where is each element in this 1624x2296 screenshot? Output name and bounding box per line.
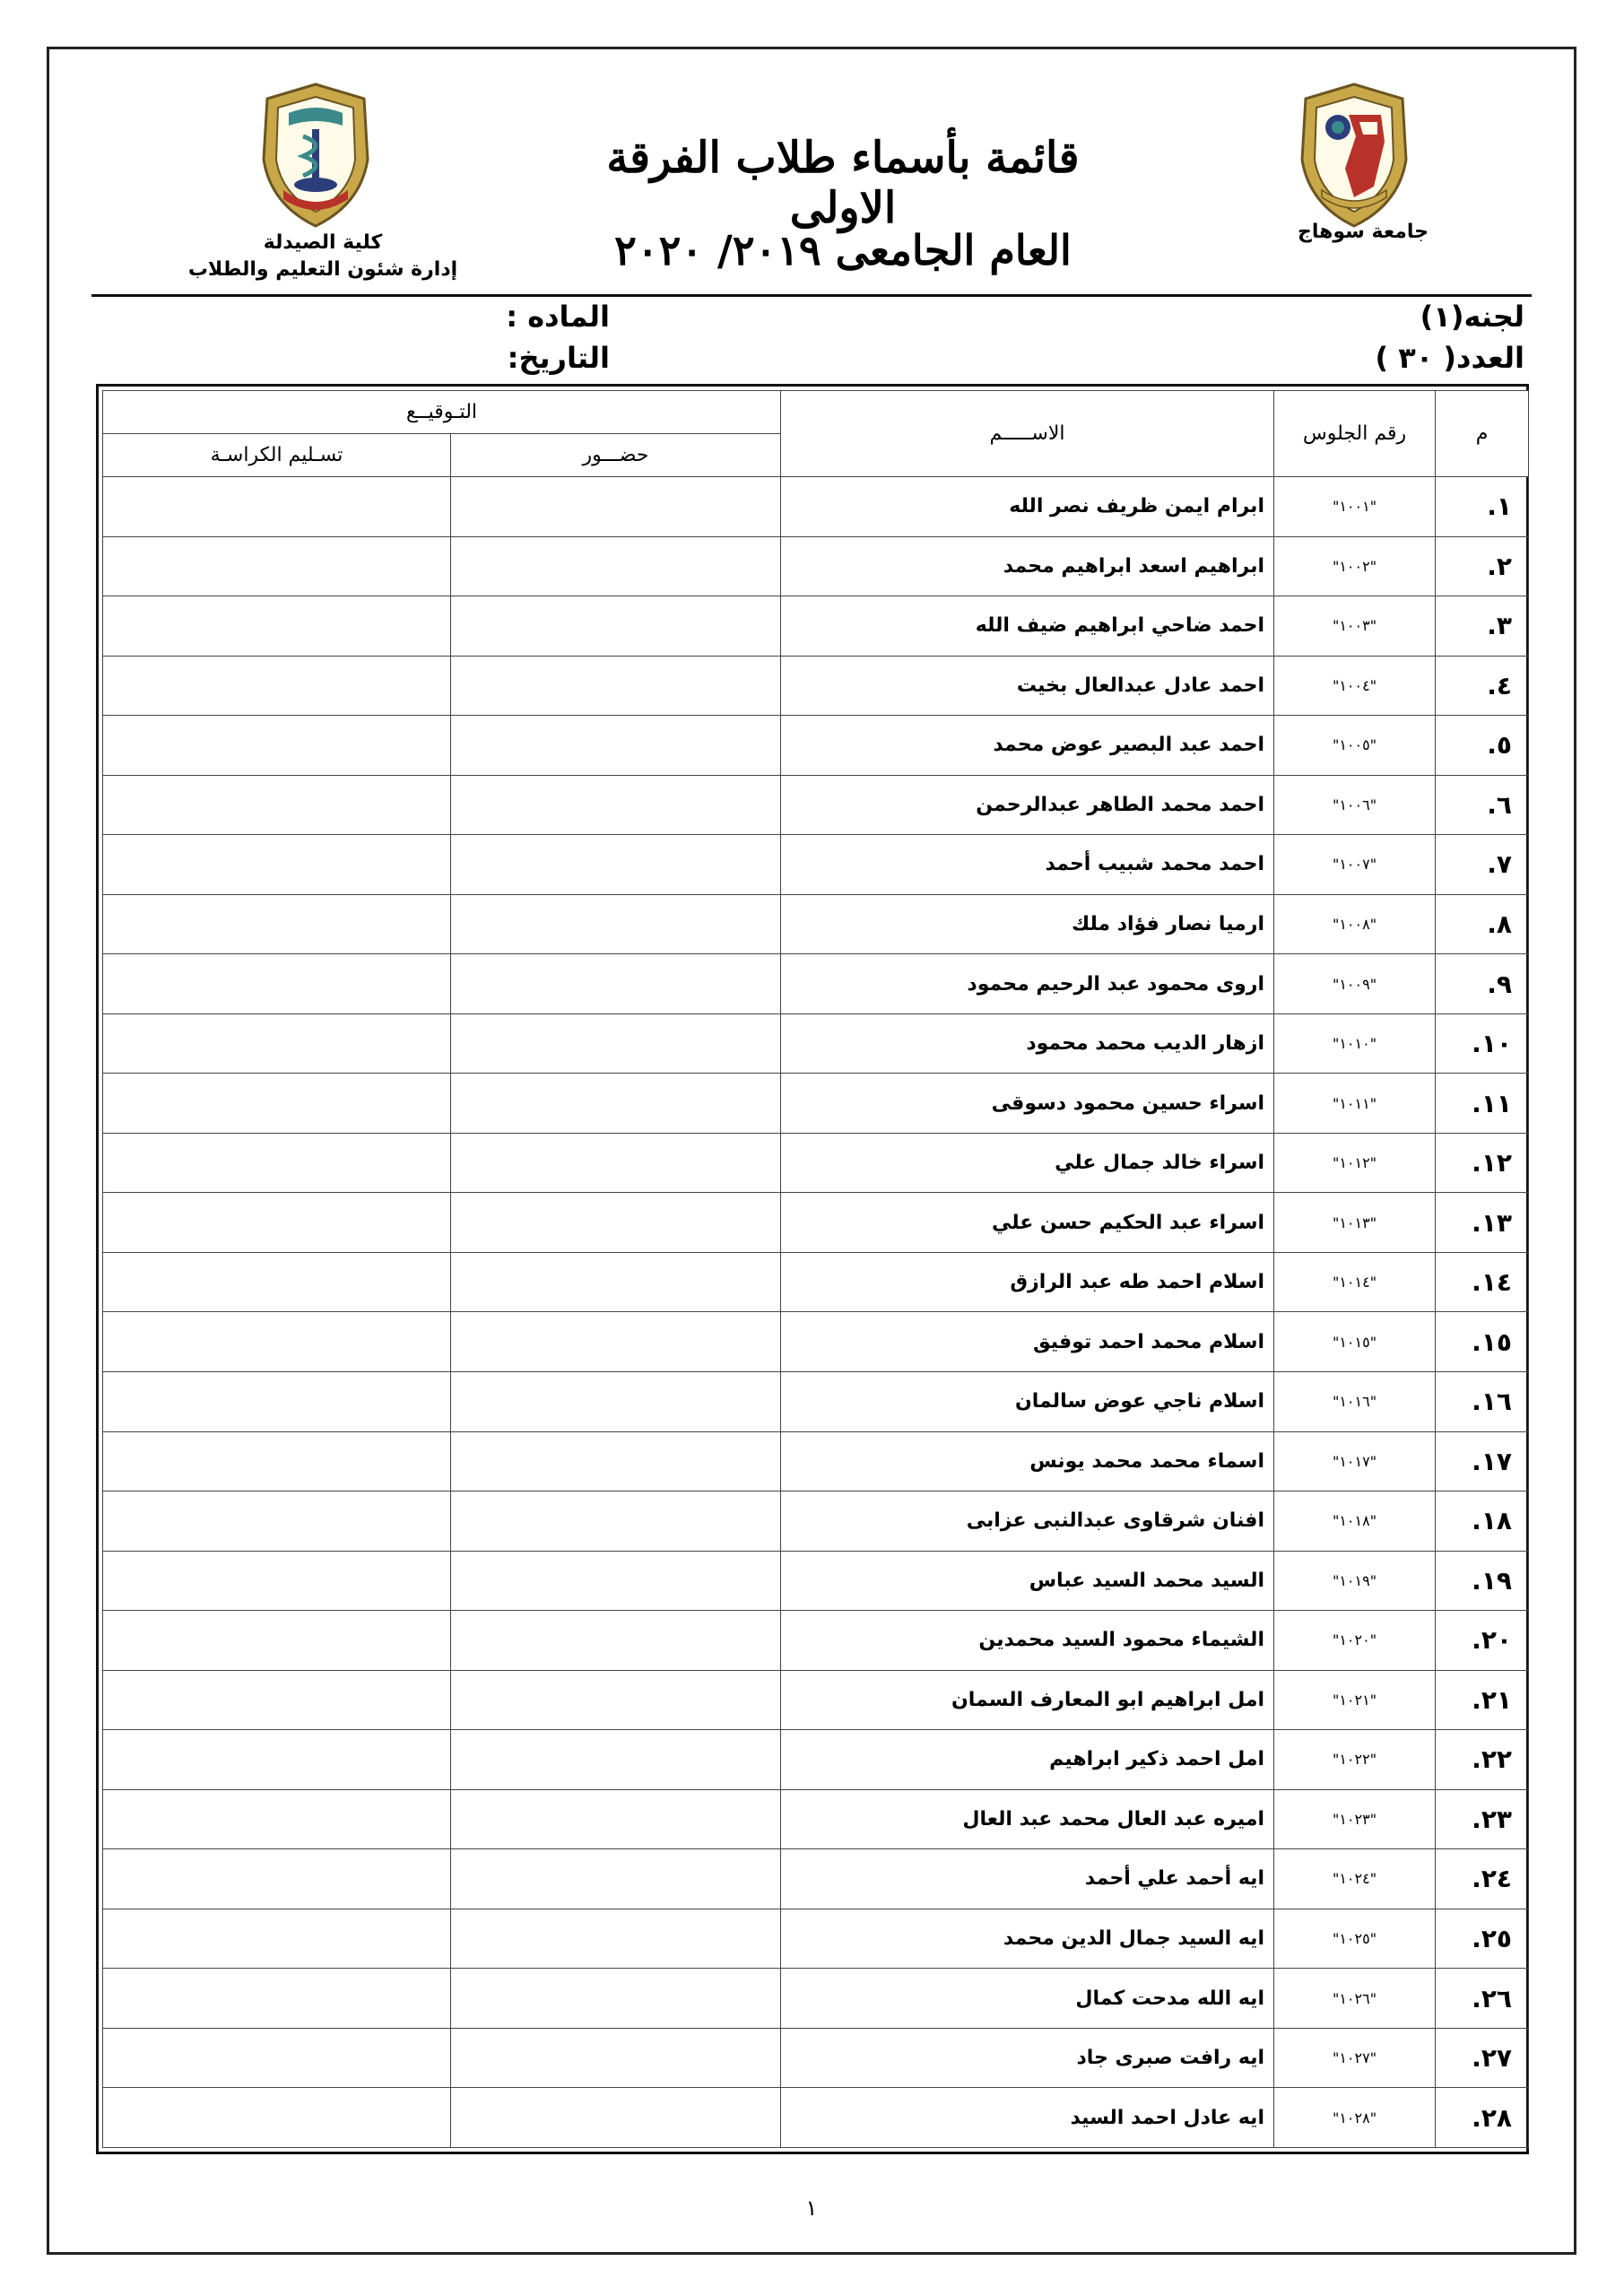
row-index: ١٦. — [1436, 1371, 1529, 1431]
row-seat-number: "١٠٢٢" — [1274, 1730, 1436, 1790]
row-booklet-signature[interactable] — [103, 1909, 451, 1969]
table-row — [103, 1969, 1529, 2029]
row-booklet-signature[interactable] — [103, 536, 451, 596]
row-seat-number: "١٠١٦" — [1274, 1371, 1436, 1431]
row-seat-number: "١٠١٤" — [1274, 1252, 1436, 1312]
table-row — [103, 894, 1529, 954]
academic-year: العام الجامعى ٢٠١٩/ ٢٠٢٠ — [614, 226, 1072, 274]
row-student-name: احمد ضاحي ابراهيم ضيف الله — [781, 596, 1274, 657]
row-booklet-signature[interactable] — [103, 1551, 451, 1611]
row-index: ١٧. — [1436, 1431, 1529, 1492]
row-attendance-signature[interactable] — [451, 716, 781, 776]
row-index: ٨. — [1436, 894, 1529, 954]
table-row — [103, 1371, 1529, 1431]
row-booklet-signature[interactable] — [103, 1969, 451, 2029]
header-index: م — [1436, 391, 1529, 477]
row-seat-number: "١٠٠٤" — [1274, 656, 1436, 716]
header-signature: التـوقيــع — [103, 391, 781, 434]
row-seat-number: "١٠٢٣" — [1274, 1789, 1436, 1849]
table-row — [103, 775, 1529, 835]
row-index: ٢٥. — [1436, 1909, 1529, 1969]
row-index: ٢٠. — [1436, 1611, 1529, 1671]
row-student-name: اروى محمود عبد الرحيم محمود — [781, 954, 1274, 1014]
row-index: ١١. — [1436, 1074, 1529, 1134]
row-student-name: ايه أحمد علي أحمد — [781, 1849, 1274, 1909]
row-attendance-signature[interactable] — [451, 1849, 781, 1909]
row-attendance-signature[interactable] — [451, 1193, 781, 1253]
table-row — [103, 1849, 1529, 1909]
row-attendance-signature[interactable] — [451, 1133, 781, 1193]
row-index: ٢٧. — [1436, 2028, 1529, 2088]
row-booklet-signature[interactable] — [103, 1193, 451, 1253]
row-booklet-signature[interactable] — [103, 835, 451, 895]
row-student-name: اسراء خالد جمال علي — [781, 1133, 1274, 1193]
table-row — [103, 1909, 1529, 1969]
row-seat-number: "١٠١٠" — [1274, 1013, 1436, 1074]
row-index: ١٨. — [1436, 1492, 1529, 1552]
row-student-name: اسماء محمد محمد يونس — [781, 1431, 1274, 1492]
row-index: ١٣. — [1436, 1193, 1529, 1253]
row-seat-number: "١٠٠٢" — [1274, 536, 1436, 596]
row-attendance-signature[interactable] — [451, 536, 781, 596]
header-seat-number: رقم الجلوس — [1274, 391, 1436, 477]
row-attendance-signature[interactable] — [451, 954, 781, 1014]
row-student-name: ازهار الديب محمد محمود — [781, 1013, 1274, 1074]
row-seat-number: "١٠٢١" — [1274, 1670, 1436, 1730]
row-index: ٣. — [1436, 596, 1529, 657]
header-booklet-delivery: تسـليم الكراسـة — [103, 434, 451, 477]
row-booklet-signature[interactable] — [103, 716, 451, 776]
table-row — [103, 1730, 1529, 1790]
row-student-name: ارميا نصار فؤاد ملك — [781, 894, 1274, 954]
row-student-name: اسلام ناجي عوض سالمان — [781, 1371, 1274, 1431]
table-row — [103, 2088, 1529, 2148]
row-seat-number: "١٠٠٧" — [1274, 835, 1436, 895]
row-booklet-signature[interactable] — [103, 1789, 451, 1849]
row-booklet-signature[interactable] — [103, 477, 451, 537]
row-attendance-signature[interactable] — [451, 1312, 781, 1372]
row-booklet-signature[interactable] — [103, 1492, 451, 1552]
subject-label: الماده : — [506, 300, 610, 334]
row-attendance-signature[interactable] — [451, 1611, 781, 1671]
row-seat-number: "١٠٢٥" — [1274, 1909, 1436, 1969]
row-booklet-signature[interactable] — [103, 775, 451, 835]
page-number: ١ — [805, 2196, 818, 2221]
row-student-name: امل ابراهيم ابو المعارف السمان — [781, 1670, 1274, 1730]
row-attendance-signature[interactable] — [451, 1730, 781, 1790]
row-seat-number: "١٠٠٥" — [1274, 716, 1436, 776]
row-index: ١٥. — [1436, 1312, 1529, 1372]
row-attendance-signature[interactable] — [451, 1013, 781, 1074]
row-student-name: افنان شرقاوى عبدالنبى عزابى — [781, 1492, 1274, 1552]
row-attendance-signature[interactable] — [451, 596, 781, 657]
university-text — [1255, 219, 1471, 246]
row-student-name: احمد عبد البصير عوض محمد — [781, 716, 1274, 776]
table-row — [103, 1252, 1529, 1312]
row-student-name: اميره عبد العال محمد عبد العال — [781, 1789, 1274, 1849]
row-booklet-signature[interactable] — [103, 1611, 451, 1671]
table-row — [103, 1133, 1529, 1193]
table-row — [103, 954, 1529, 1014]
row-seat-number: "١٠١٩" — [1274, 1551, 1436, 1611]
table-row — [103, 1431, 1529, 1492]
row-index: ٢٦. — [1436, 1969, 1529, 2029]
exam-info — [413, 296, 610, 378]
row-seat-number: "١٠٠٣" — [1274, 596, 1436, 657]
row-student-name: احمد محمد شبيب أحمد — [781, 835, 1274, 895]
row-student-name: ايه عادل احمد السيد — [781, 2088, 1274, 2148]
row-booklet-signature[interactable] — [103, 954, 451, 1014]
row-booklet-signature[interactable] — [103, 1371, 451, 1431]
row-student-name: اسلام احمد طه عبد الرازق — [781, 1252, 1274, 1312]
row-booklet-signature[interactable] — [103, 1849, 451, 1909]
faculty-department: إدارة شئون التعليم والطلاب — [187, 258, 458, 281]
document-title: قائمة بأسماء طلاب الفرقة الاولى — [606, 133, 1080, 233]
row-attendance-signature[interactable] — [451, 656, 781, 716]
row-index: ٢٢. — [1436, 1730, 1529, 1790]
faculty-logo — [253, 79, 378, 231]
table-row — [103, 1013, 1529, 1074]
table-row — [103, 1312, 1529, 1372]
row-index: ٤. — [1436, 656, 1529, 716]
table-row — [103, 1074, 1529, 1134]
row-student-name: امل احمد ذكير ابراهيم — [781, 1730, 1274, 1790]
date-label: التاريخ: — [507, 341, 610, 375]
table-row — [103, 536, 1529, 596]
row-seat-number: "١٠٢٦" — [1274, 1969, 1436, 2029]
row-student-name: ابرام ايمن ظريف نصر الله — [781, 477, 1274, 537]
row-booklet-signature[interactable] — [103, 1133, 451, 1193]
table-row — [103, 1492, 1529, 1552]
faculty-name: كلية الصيدلة — [263, 231, 383, 254]
row-attendance-signature[interactable] — [451, 477, 781, 537]
row-attendance-signature[interactable] — [451, 1371, 781, 1431]
row-seat-number: "١٠٠١" — [1274, 477, 1436, 537]
row-student-name: الشيماء محمود السيد محمدين — [781, 1611, 1274, 1671]
row-booklet-signature[interactable] — [103, 1252, 451, 1312]
row-index: ٢. — [1436, 536, 1529, 596]
row-student-name: اسلام محمد احمد توفيق — [781, 1312, 1274, 1372]
row-seat-number: "١٠٢٤" — [1274, 1849, 1436, 1909]
row-booklet-signature[interactable] — [103, 656, 451, 716]
row-booklet-signature[interactable] — [103, 1074, 451, 1134]
committee-info — [1273, 296, 1524, 378]
row-index: ١. — [1436, 477, 1529, 537]
row-seat-number: "١٠١٨" — [1274, 1492, 1436, 1552]
row-index: ٦. — [1436, 775, 1529, 835]
row-student-name: احمد محمد الطاهر عبدالرحمن — [781, 775, 1274, 835]
row-seat-number: "١٠٠٦" — [1274, 775, 1436, 835]
students-table-frame — [96, 384, 1529, 2154]
row-index: ٢٨. — [1436, 2088, 1529, 2148]
table-row — [103, 1670, 1529, 1730]
row-index: ١٤. — [1436, 1252, 1529, 1312]
table-row — [103, 1551, 1529, 1611]
row-index: ٥. — [1436, 716, 1529, 776]
row-seat-number: "١٠١٥" — [1274, 1312, 1436, 1372]
table-row — [103, 835, 1529, 895]
row-index: ٢١. — [1436, 1670, 1529, 1730]
row-attendance-signature[interactable] — [451, 1969, 781, 2029]
row-seat-number: "١٠١٢" — [1274, 1133, 1436, 1193]
row-attendance-signature[interactable] — [451, 775, 781, 835]
row-attendance-signature[interactable] — [451, 1551, 781, 1611]
row-booklet-signature[interactable] — [103, 894, 451, 954]
table-row — [103, 1789, 1529, 1849]
row-seat-number: "١٠١٧" — [1274, 1431, 1436, 1492]
header-name: الاســـــم — [781, 391, 1274, 477]
row-attendance-signature[interactable] — [451, 894, 781, 954]
row-attendance-signature[interactable] — [451, 1909, 781, 1969]
row-booklet-signature[interactable] — [103, 1730, 451, 1790]
row-index: ١٢. — [1436, 1133, 1529, 1193]
row-student-name: ايه رافت صبرى جاد — [781, 2028, 1274, 2088]
row-booklet-signature[interactable] — [103, 596, 451, 657]
row-index: ١٠. — [1436, 1013, 1529, 1074]
table-row — [103, 596, 1529, 657]
faculty-text — [179, 230, 466, 283]
row-student-name: ايه السيد جمال الدين محمد — [781, 1909, 1274, 1969]
header-attendance: حضـــور — [451, 434, 781, 477]
row-seat-number: "١٠٢٠" — [1274, 1611, 1436, 1671]
table-row — [103, 2028, 1529, 2088]
row-attendance-signature[interactable] — [451, 835, 781, 895]
row-student-name: ايه الله مدحت كمال — [781, 1969, 1274, 2029]
row-student-name: اسراء حسين محمود دسوقى — [781, 1074, 1274, 1134]
row-attendance-signature[interactable] — [451, 2088, 781, 2148]
university-name: جامعة سوهاج — [1298, 221, 1429, 243]
row-seat-number: "١٠١١" — [1274, 1074, 1436, 1134]
table-row — [103, 477, 1529, 537]
row-index: ٢٤. — [1436, 1849, 1529, 1909]
row-student-name: احمد عادل عبدالعال بخيت — [781, 656, 1274, 716]
row-index: ٩. — [1436, 954, 1529, 1014]
table-body — [103, 477, 1529, 2148]
row-booklet-signature[interactable] — [103, 1312, 451, 1372]
row-index: ٢٣. — [1436, 1789, 1529, 1849]
row-student-name: ابراهيم اسعد ابراهيم محمد — [781, 536, 1274, 596]
row-booklet-signature[interactable] — [103, 1013, 451, 1074]
row-attendance-signature[interactable] — [451, 1670, 781, 1730]
row-seat-number: "١٠٢٨" — [1274, 2088, 1436, 2148]
row-booklet-signature[interactable] — [103, 1431, 451, 1492]
committee-label: لجنه(١) — [1420, 300, 1524, 334]
row-attendance-signature[interactable] — [451, 2028, 781, 2088]
table-row — [103, 716, 1529, 776]
row-attendance-signature[interactable] — [451, 1789, 781, 1849]
row-attendance-signature[interactable] — [451, 1074, 781, 1134]
row-attendance-signature[interactable] — [451, 1252, 781, 1312]
student-count: العدد( ٣٠ ) — [1375, 341, 1524, 375]
university-logo — [1291, 79, 1417, 231]
table-row — [103, 1193, 1529, 1253]
row-attendance-signature[interactable] — [451, 1492, 781, 1552]
row-student-name: اسراء عبد الحكيم حسن علي — [781, 1193, 1274, 1253]
table-row — [103, 656, 1529, 716]
table-row — [103, 1611, 1529, 1671]
row-booklet-signature[interactable] — [103, 2088, 451, 2148]
row-index: ١٩. — [1436, 1551, 1529, 1611]
row-seat-number: "١٠٠٩" — [1274, 954, 1436, 1014]
row-seat-number: "١٠١٣" — [1274, 1193, 1436, 1253]
row-student-name: السيد محمد السيد عباس — [781, 1551, 1274, 1611]
students-table — [102, 390, 1529, 2148]
row-attendance-signature[interactable] — [451, 1431, 781, 1492]
row-index: ٧. — [1436, 835, 1529, 895]
row-booklet-signature[interactable] — [103, 1670, 451, 1730]
row-seat-number: "١٠٢٧" — [1274, 2028, 1436, 2088]
row-booklet-signature[interactable] — [103, 2028, 451, 2088]
row-seat-number: "١٠٠٨" — [1274, 894, 1436, 954]
